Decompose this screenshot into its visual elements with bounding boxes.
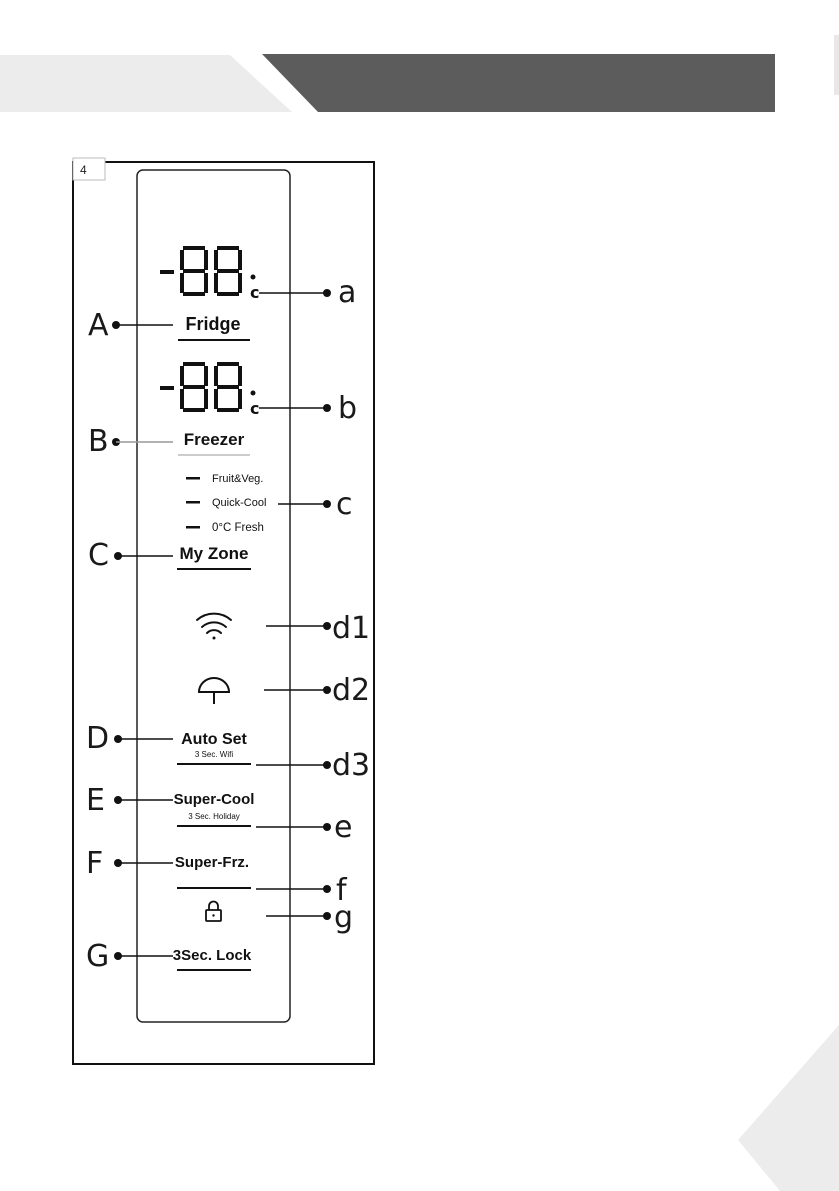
option-0c-fresh: 0°C Fresh [212, 522, 264, 534]
minus-segment [160, 386, 174, 390]
header-light-bar [0, 55, 292, 112]
super-cool-sublabel: 3 Sec. Holiday [188, 812, 240, 821]
callout-label: a [338, 275, 357, 310]
freezer-unit: c [250, 399, 260, 418]
option-fruit-veg: Fruit&Veg. [212, 473, 264, 485]
callout-label: C [88, 538, 109, 573]
minus-segment [160, 270, 174, 274]
super-frz-label: Super-Frz. [174, 854, 250, 871]
callout-label: F [86, 846, 104, 881]
callout-label: f [336, 873, 347, 908]
callout-label: d3 [332, 748, 371, 783]
callout-label: D [86, 721, 110, 756]
degree-dot [251, 275, 256, 280]
callout-label: B [88, 424, 109, 459]
fridge-unit: c [250, 283, 260, 302]
control-panel [137, 170, 290, 1022]
callout-label: d2 [332, 673, 371, 708]
callout-label: e [334, 810, 353, 845]
option-indicator [186, 477, 200, 480]
freezer-label: Freezer [183, 430, 245, 449]
super-cool-label: Super-Cool [173, 791, 255, 808]
callout-label: A [88, 308, 109, 343]
lock-label: 3Sec. Lock [172, 947, 252, 964]
auto-set-sublabel: 3 Sec. Wifi [194, 750, 234, 759]
callout-label: G [86, 939, 110, 974]
callout-label: c [336, 487, 353, 522]
option-quick-cool: Quick-Cool [212, 497, 267, 509]
figure-number-box [73, 158, 105, 180]
callout-label: g [334, 900, 354, 935]
corner-decoration [738, 1025, 839, 1191]
figure-number: 4 [80, 163, 87, 177]
auto-set-label: Auto Set [181, 731, 247, 748]
header-dark-bar [262, 54, 775, 112]
header-edge-mark [834, 35, 839, 95]
my-zone-label: My Zone [179, 544, 249, 563]
option-indicator [186, 526, 200, 529]
degree-dot [251, 391, 256, 396]
callout-label: d1 [332, 611, 371, 646]
option-indicator [186, 501, 200, 504]
fridge-label: Fridge [185, 314, 241, 334]
callout-label: b [338, 391, 358, 426]
callout-label: E [86, 783, 105, 818]
